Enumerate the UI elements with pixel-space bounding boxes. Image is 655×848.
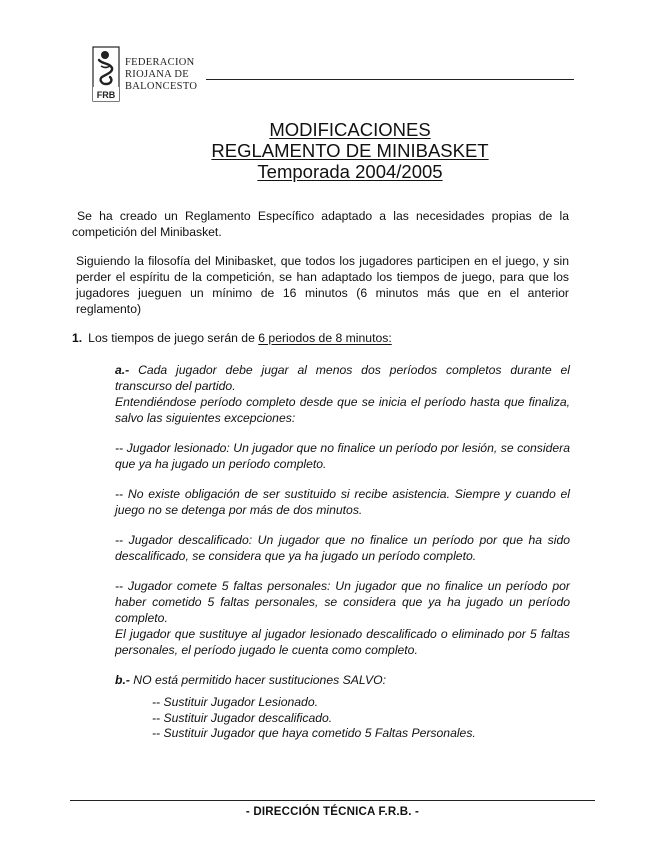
intro-paragraph-1-text: Se ha creado un Reglamento Específico adaptado a las necesidades propias de la competición del Minibasket. <box>72 209 569 239</box>
exception-assistance: -- No existe obligación de ser sustituido si recibe asistencia. Siempre y cuando el juego no se detenga por más de dos minutos. <box>115 487 570 517</box>
rule-1-text: Los tiempos de juego serán de <box>88 331 255 345</box>
footer-text: - DIRECCIÓN TÉCNICA F.R.B. - <box>245 806 420 818</box>
logo-text <box>125 57 197 93</box>
footer-divider <box>70 800 595 801</box>
rule-1-underlined: 6 periodos de 8 minutos: <box>258 331 392 345</box>
title-line-3: Temporada 2004/2005 <box>257 161 443 182</box>
logo-line-3: BALONCESTO <box>125 81 198 92</box>
substitute-note: El jugador que sustituye al jugador lesionado descalificado o eliminado por 5 faltas personales, el período jugado le cuenta como completo. <box>115 627 570 657</box>
exception-five-fouls <box>115 578 570 658</box>
list-item: -- Sustituir Jugador descalificado. <box>152 710 333 725</box>
section-a <box>115 362 570 426</box>
intro-paragraph-1 <box>72 208 569 240</box>
basketball-player-logo-icon <box>92 46 120 102</box>
logo-badge-text: FRB <box>96 90 116 100</box>
section-a-definition: Entendiéndose período completo desde que se inicia el período hasta que finaliza, salvo las siguientes excepciones: <box>115 395 570 425</box>
exception-disqualified: -- Jugador descalificado: Un jugador que no finalice un período por que ha sido descalificado, se considera que ya ha jugado un período completo. <box>115 533 570 563</box>
list-item: -- Sustituir Jugador Lesionado. <box>152 695 318 709</box>
header-divider <box>206 79 574 80</box>
exception-five-fouls-text: -- Jugador comete 5 faltas personales: Un jugador que no finalice un período por haber cometido 5 faltas personales, se considera que ya ha jugado un período completo. <box>115 579 570 625</box>
rule-1-number: 1. <box>72 331 83 345</box>
logo-line-1: FEDERACION <box>125 57 195 68</box>
section-a-label: a.- <box>115 363 130 377</box>
federation-logo <box>92 46 207 104</box>
section-b <box>115 672 570 688</box>
exception-injured: -- Jugador lesionado: Un jugador que no finalice un período por lesión, se considera que ya ha jugado un período completo. <box>115 441 570 471</box>
intro-paragraph-2: Siguiendo la filosofía del Minibasket, que todos los jugadores participen en el juego, y sin perder el espíritu de la competición, se han adaptado los tiempos de juego, para que los jugadores jueguen un mínimo de 16 minutos (6 minutos más que en el anterior reglamento) <box>76 254 569 316</box>
list-item: -- Sustituir Jugador que haya cometido 5 Faltas Personales. <box>152 726 476 740</box>
section-b-text: NO está permitido hacer sustituciones SALVO: <box>133 673 386 687</box>
logo-line-2: RIOJANA DE <box>125 69 189 80</box>
title-line-2: REGLAMENTO DE MINIBASKET <box>211 140 489 161</box>
section-b-label: b.- <box>115 673 130 687</box>
rule-1 <box>72 330 572 346</box>
substitution-list <box>152 695 476 742</box>
title-line-1: MODIFICACIONES <box>269 119 431 140</box>
section-a-text: Cada jugador debe jugar al menos dos períodos completos durante el transcurso del partido. <box>115 363 570 393</box>
document-title <box>0 119 655 182</box>
